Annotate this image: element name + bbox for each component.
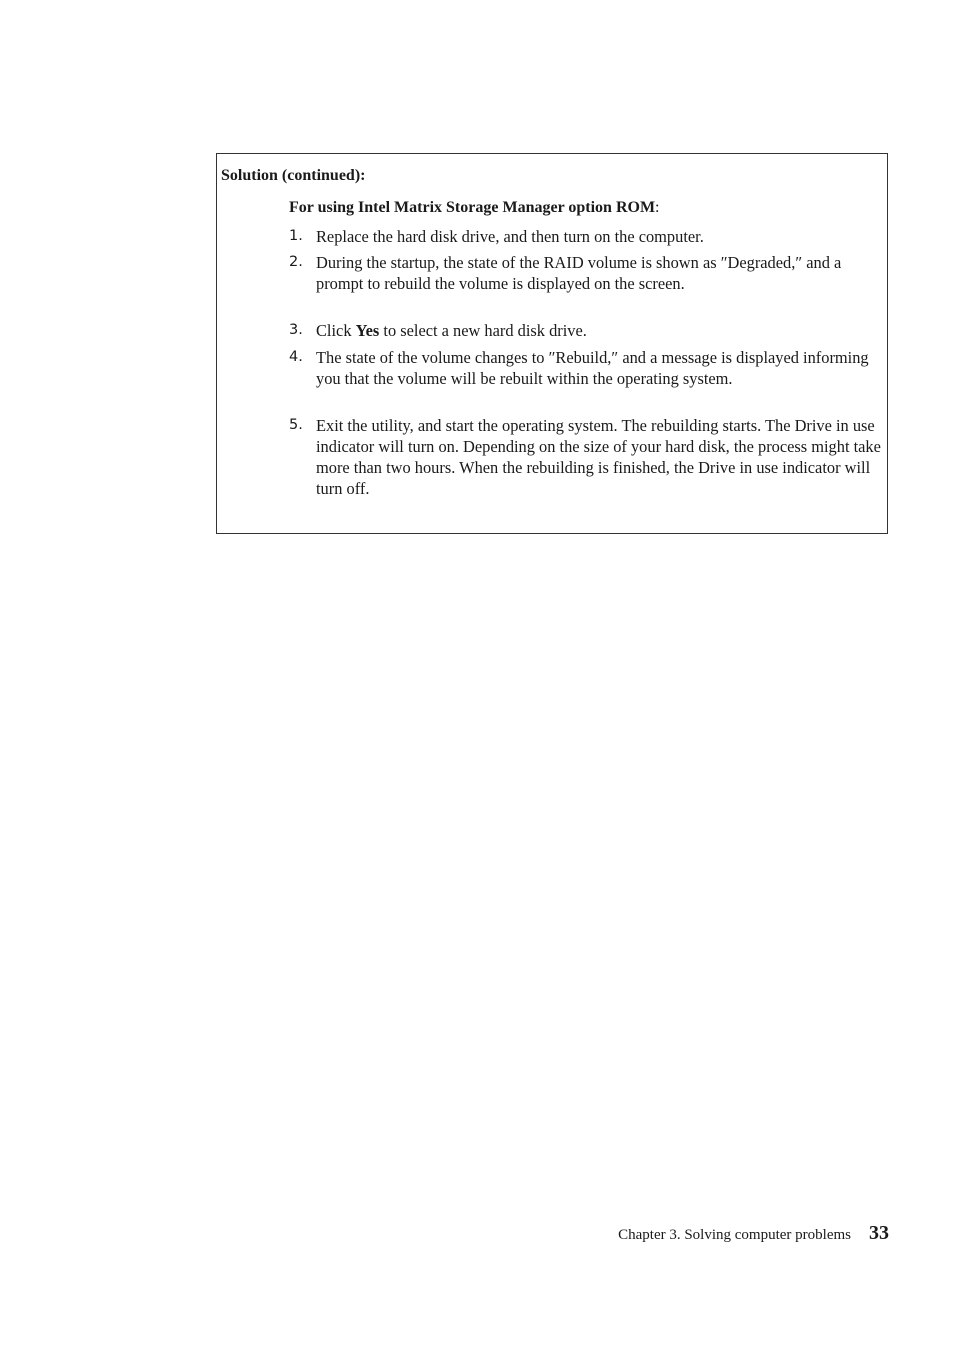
step-text: During the startup, the state of the RAID volume is shown as ″Degraded,″ and a prompt to rebuild the volume is displayed on the screen. bbox=[316, 253, 842, 293]
step-number: 3. bbox=[289, 322, 303, 338]
footer-chapter-title: Chapter 3. Solving computer problems bbox=[618, 1227, 851, 1243]
procedure-intro-bold: For using Intel Matrix Storage Manager option ROM bbox=[289, 199, 656, 216]
step-number: 5. bbox=[289, 417, 303, 433]
procedure-intro bbox=[289, 199, 660, 217]
step-text: Exit the utility, and start the operating system. The rebuilding starts. The Drive in use indicator will turn on. Depending on the size of your hard disk, the process might take more than two hours. When the rebuilding is finished, the Drive in use indicator will turn off. bbox=[316, 416, 881, 498]
step-number: 2. bbox=[289, 254, 303, 270]
procedure-intro-suffix: : bbox=[655, 199, 660, 216]
step-text: Replace the hard disk drive, and then turn on the computer. bbox=[316, 227, 704, 246]
yes-option-label: Yes bbox=[355, 321, 380, 340]
page-number: 33 bbox=[869, 1222, 889, 1244]
step-text-before: Click bbox=[316, 321, 356, 340]
step-text-after: to select a new hard disk drive. bbox=[379, 321, 587, 340]
solution-heading: Solution (continued): bbox=[221, 167, 366, 184]
page-footer bbox=[618, 1222, 889, 1245]
step-number: 1. bbox=[289, 228, 303, 244]
step-number: 4. bbox=[289, 349, 303, 365]
solution-box bbox=[216, 153, 888, 534]
step-text: The state of the volume changes to ″Rebuild,″ and a message is displayed informing you that the volume will be rebuilt within the operating system. bbox=[316, 348, 869, 388]
step-text bbox=[316, 320, 887, 341]
